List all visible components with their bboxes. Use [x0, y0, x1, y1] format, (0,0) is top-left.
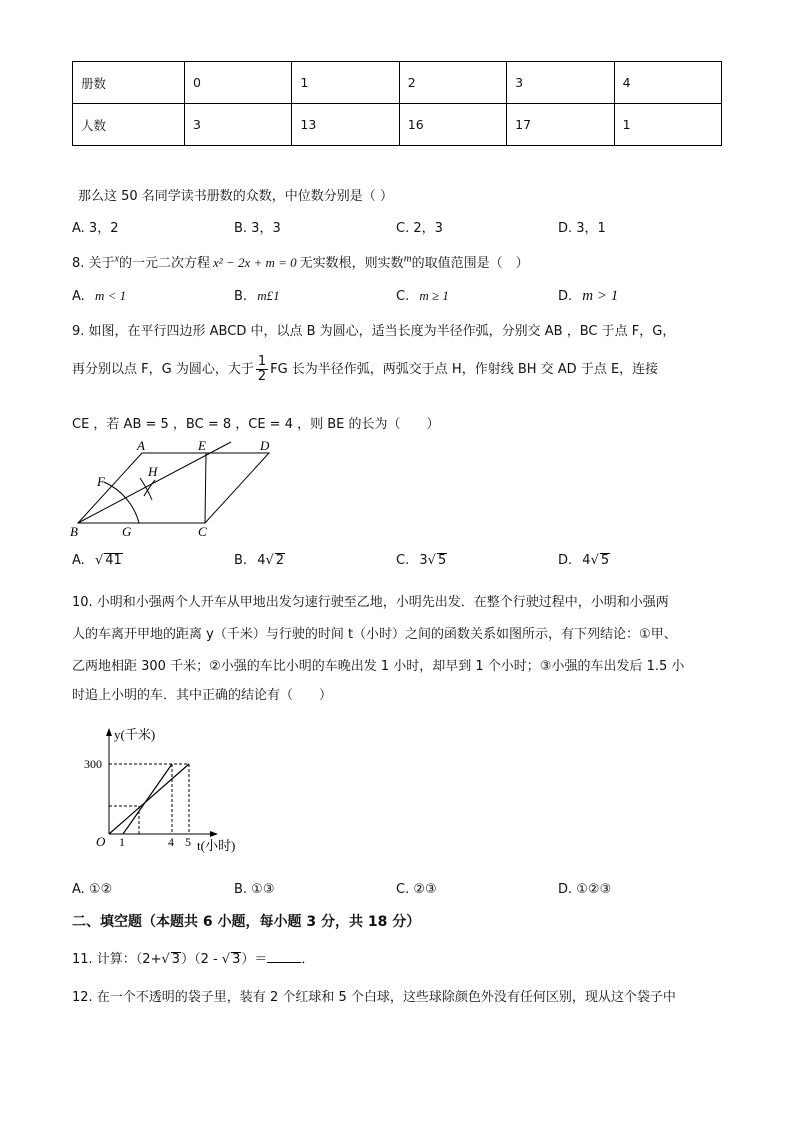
q7-stem: 那么这 50 名同学读书册数的众数，中位数分别是（ ）: [78, 189, 393, 204]
table-cell: 3: [507, 62, 614, 104]
q12-line1: 12. 在一个不透明的袋子里，装有 2 个红球和 5 个白球，这些球除颜色外没有任何区别，现从这个袋子中: [72, 990, 676, 1005]
y-axis-arrow-icon: [106, 728, 112, 736]
answer-blank[interactable]: [267, 950, 301, 963]
xiaoqiang-line: [123, 764, 172, 834]
x-axis-arrow-icon: [210, 831, 218, 837]
x-axis-label: t(小时): [197, 838, 236, 853]
q9-line2: 再分别以点 F，G 为圆心，大于 $\frac{1}{2}$ FG 长为半径作弧，两弧交于点 H，作射线 BH 交 AD 于点 E，连接: [72, 354, 659, 384]
q8-var-x: x: [114, 253, 119, 265]
x-tick-4: 4: [168, 835, 174, 849]
q7-option-c: C. 2，3: [396, 221, 443, 236]
section-title: 二、填空题（本题共 6 小题，每小题 3 分，共 18 分）: [72, 914, 421, 930]
q10-line4: 时追上小明的车．其中正确的结论有（ ）: [72, 688, 333, 703]
table-row: [73, 62, 722, 104]
book-count-table: [72, 61, 722, 146]
q8-option-c: C. m ≥ 1: [396, 288, 449, 304]
q8-stem: [72, 252, 529, 271]
distance-time-graph: [84, 722, 274, 862]
q9-option-b: B. 4√ 2: [234, 553, 285, 568]
q11: 11. 计算：（2+√ 3）（2 - √ 3）＝ ．: [72, 952, 315, 967]
parallelogram-abcd: [78, 453, 269, 523]
label-e: E: [198, 438, 206, 453]
q9-line3: CE ，若 AB = 5 ，BC = 8 ，CE = 4 ，则 BE 的长为（ ）: [72, 417, 440, 432]
q9-option-d: D. 4√ 5: [558, 553, 610, 568]
table-cell: 1: [614, 104, 721, 146]
x-tick-1: 1: [119, 835, 125, 849]
table-cell: 1: [292, 62, 399, 104]
q7-option-a: A. 3，2: [72, 221, 119, 236]
segment-ce: [205, 453, 206, 523]
x-tick-5: 5: [185, 835, 191, 849]
table-cell: 3: [185, 104, 292, 146]
origin-label: O: [96, 834, 106, 849]
q8-suffix: 的取值范围是（ ）: [411, 256, 529, 271]
q7-option-b: B. 3，3: [234, 221, 281, 236]
table-cell: 4: [614, 62, 721, 104]
q8-prefix: 8. 关于: [72, 256, 115, 271]
q9-line1: 9. 如图，在平行四边形 ABCD 中，以点 B 为圆心，适当长度为半径作弧，分别交 AB ，BC 于点 F，G，: [72, 324, 676, 339]
label-b: B: [70, 524, 78, 539]
table-cell: 17: [507, 104, 614, 146]
q10-option-b: B. ①③: [234, 882, 275, 897]
label-g: G: [122, 524, 132, 539]
table-cell: 13: [292, 104, 399, 146]
q9-option-a: A. √ 41: [72, 553, 122, 568]
table-row: [73, 104, 722, 146]
label-a: A: [137, 438, 145, 453]
xiaoming-line: [109, 764, 189, 834]
table-cell: 2: [399, 62, 506, 104]
q9-option-c: C. 3√ 5: [396, 553, 447, 568]
q8-mid2: 无实数根，则实数: [299, 256, 404, 271]
q10-line1: 10. 小明和小强两个人开车从甲地出发匀速行驶至乙地，小明先出发．在整个行驶过程中，小明和小强两: [72, 595, 669, 610]
q7-option-d: D. 3，1: [558, 221, 606, 236]
label-f: F: [97, 474, 105, 489]
q8-equation: x² − 2x + m = 0: [213, 255, 297, 270]
q8-option-b: B. m£1: [234, 288, 280, 304]
q8-var-m: m: [403, 252, 412, 265]
label-h: H: [148, 464, 158, 479]
q8-option-d: D. m > 1: [558, 288, 619, 304]
label-d: D: [260, 438, 270, 453]
parallelogram-d-fix: [60, 436, 61, 437]
y-axis-label: y(千米): [114, 727, 156, 742]
q10-option-d: D. ①②③: [558, 882, 612, 897]
label-c: C: [198, 524, 207, 539]
table-cell: 册数: [73, 62, 185, 104]
table-cell: 人数: [73, 104, 185, 146]
q10-line3: 乙两地相距 300 千米；②小强的车比小明的车晚出发 1 小时，却早到 1 个小时；③小强的车出发后 1.5 小: [72, 659, 685, 674]
q10-option-c: C. ②③: [396, 882, 437, 897]
parallelogram-figure: [60, 436, 270, 542]
q10-line2: 人的车离开甲地的距离 y（千米）与行驶的时间 t（小时）之间的函数关系如图所示，有下列结论：①甲、: [72, 627, 677, 642]
q8-option-a: A. m < 1: [72, 288, 127, 304]
q10-option-a: A. ①②: [72, 882, 113, 897]
q9-fraction: $\frac{1}{2}$: [257, 354, 267, 384]
table-cell: 0: [185, 62, 292, 104]
y-tick-300: 300: [84, 757, 102, 771]
table-cell: 16: [399, 104, 506, 146]
q8-mid1: 的一元二次方程: [119, 256, 211, 271]
